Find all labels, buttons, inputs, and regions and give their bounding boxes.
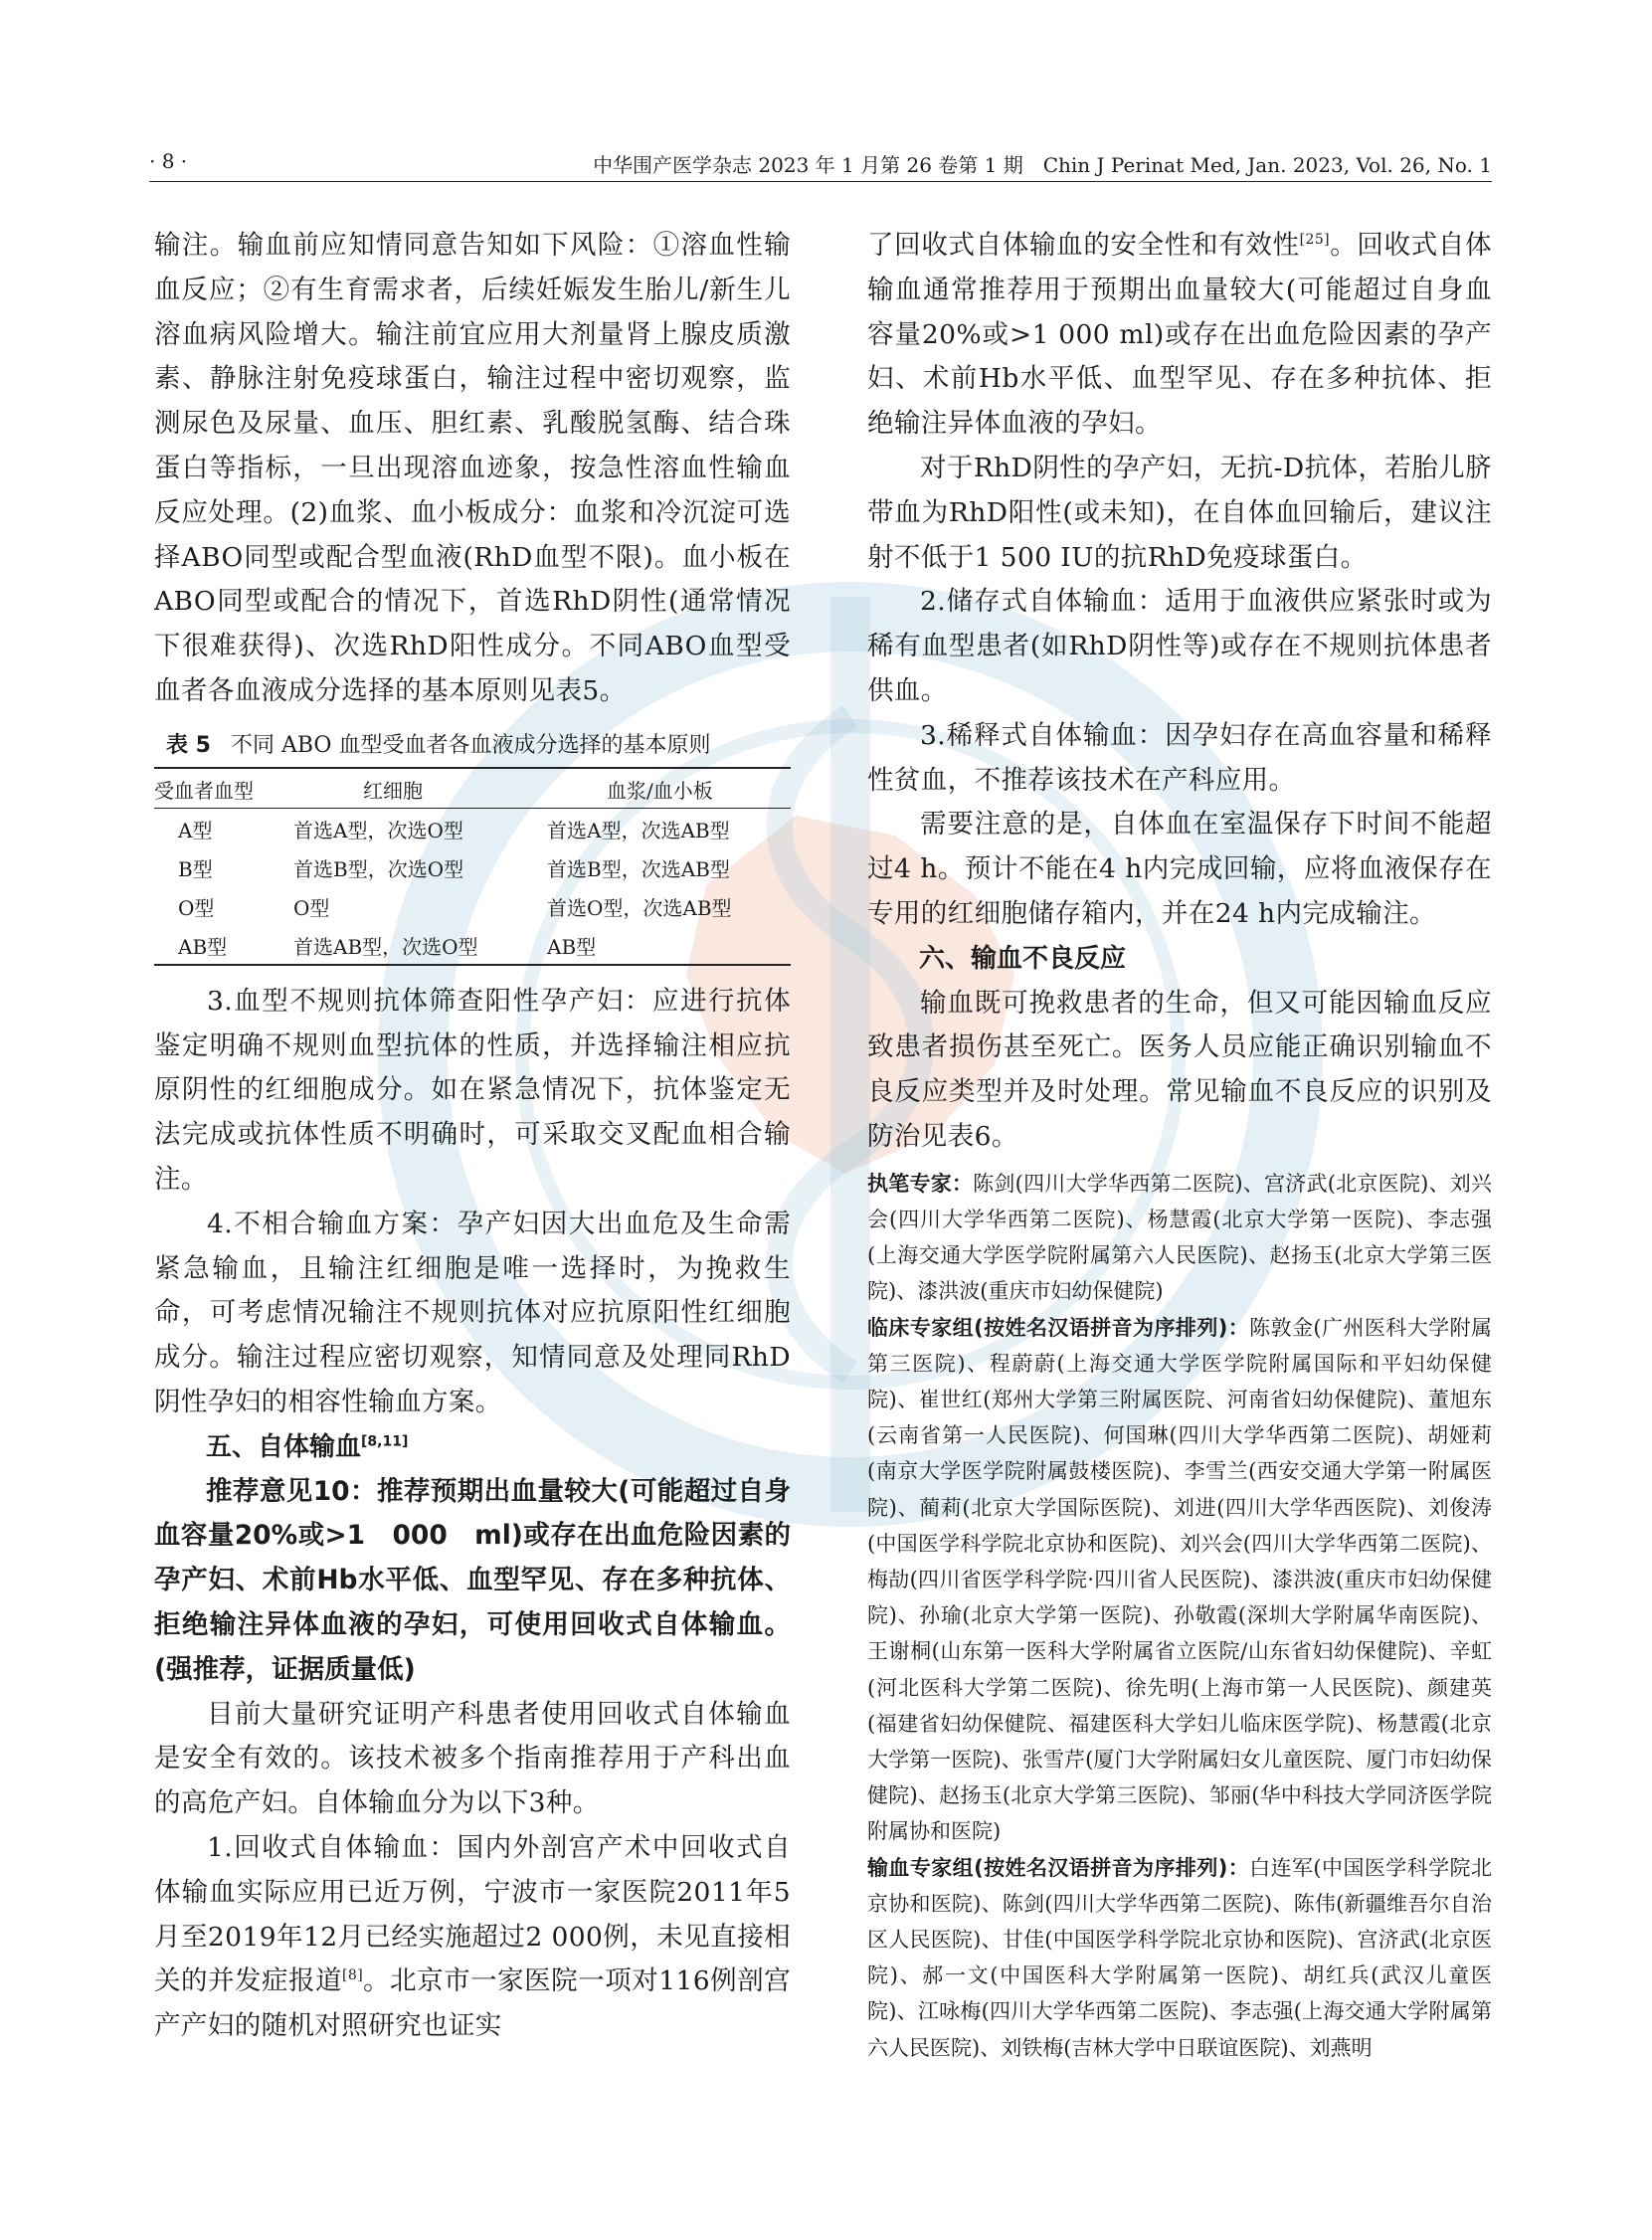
table-cell: B型 xyxy=(178,856,213,881)
table-cell: 首选B型，次选O型 xyxy=(293,856,464,881)
paragraph: 3.血型不规则抗体筛查阳性孕产妇：应进行抗体鉴定明确不规则血型抗体的性质，并选择输注相应抗原阴性的红细胞成分。如在紧急情况下，抗体鉴定无法完成或抗体性质不明确时，可采取交叉配血相合输注。 xyxy=(154,985,791,1195)
citation: [8,11] xyxy=(361,1433,409,1450)
paragraph: 输血既可挽救患者的生命，但又可能因输血反应致患者损伤甚至死亡。医务人员应能正确识别输血不良反应类型并及时处理。常见输血不良反应的识别及防治见表6。 xyxy=(867,987,1492,1152)
paragraph-text: 。回收式自体输血通常推荐用于预期出血量较大(可能超过自身血容量20%或>1 000 ml)或存在出血危险因素的孕产妇、术前Hb水平低、血型罕见、存在多种抗体、拒绝输注异体血液的孕妇。 xyxy=(867,230,1492,440)
section-heading xyxy=(154,1425,791,1470)
left-column xyxy=(154,224,791,2049)
paragraph: 3.稀释式自体输血：因孕妇存在高血容量和稀释性贫血，不推荐该技术在产科应用。 xyxy=(867,719,1492,796)
transfusion-experts-list xyxy=(867,1850,1492,2066)
transfusion-experts-label: 输血专家组(按姓名汉语拼音为序排列)： xyxy=(867,1855,1250,1880)
blood-component-table xyxy=(154,767,791,966)
table-cell: 首选A型，次选AB型 xyxy=(547,818,730,842)
transfusion-experts-names: 白连军(中国医学科学院北京协和医院)、陈剑(四川大学华西第二医院)、陈伟(新疆维吾尔自治区人民医院)、甘佳(中国医学科学院北京协和医院)、宫济武(北京医院)、郝一文(中国医科大学附属第一医院)、胡红兵(武汉儿童医院)、江咏梅(四川大学华西第二医院)、李志强(上海交通大学附属第六人民医院)、刘铁梅(吉林大学中日联谊医院)、刘燕明 xyxy=(867,1855,1492,2060)
table-row xyxy=(154,925,791,965)
table-cell: 首选A型，次选O型 xyxy=(293,818,463,842)
right-column xyxy=(867,224,1492,2066)
table-cell: 首选B型，次选AB型 xyxy=(547,856,730,881)
journal-citation: 中华围产医学杂志 2023 年 1 月第 26 卷第 1 期 Chin J Perinat Med, Jan. 2023, Vol. 26, No. 1 xyxy=(593,153,1492,177)
paragraph: 2.储存式自体输血：适用于血液供应紧张时或为稀有血型患者(如RhD阴性等)或存在不规则抗体患者供血。 xyxy=(867,586,1492,706)
table-header: 红细胞 xyxy=(293,768,547,809)
recommendation xyxy=(154,1470,791,1693)
paragraph: 目前大量研究证明产科患者使用回收式自体输血是安全有效的。该技术被多个指南推荐用于产科出血的高危产妇。自体输血分为以下3种。 xyxy=(154,1698,791,1819)
citation: [25] xyxy=(1299,232,1330,249)
section-title: 五、自体输血 xyxy=(206,1431,362,1462)
table-header-row xyxy=(154,768,791,809)
table-cell: O型 xyxy=(293,895,330,920)
table-caption xyxy=(166,728,791,759)
paragraph-text: 。北京市一家医院一项对116例剖宫产产妇的随机对照研究也证实 xyxy=(154,1965,791,2042)
table-label: 表 5 xyxy=(166,732,211,758)
paragraph: 4.不相合输血方案：孕产妇因大出血危及生命需紧急输血，且输注红细胞是唯一选择时，为挽救生命，可考虑情况输注不规则抗体对应抗原阳性红细胞成分。输注过程应密切观察，知情同意及处理同RhD阴性孕妇的相容性输血方案。 xyxy=(154,1208,791,1417)
section-heading: 六、输血不良反应 xyxy=(919,943,1127,974)
running-header xyxy=(149,149,1492,182)
paragraph: 输注。输血前应知情同意告知如下风险：①溶血性输血反应；②有生育需求者，后续妊娠发生胎儿/新生儿溶血病风险增大。输注前宜应用大剂量肾上腺皮质激素、静脉注射免疫球蛋白，输注过程中密切观察，监测尿色及尿量、血压、胆红素、乳酸脱氢酶、结合珠蛋白等指标，一旦出现溶血迹象，按急性溶血性输血反应处理。(2)血浆、血小板成分：血浆和冷沉淀可选择ABO同型或配合型血液(RhD血型不限)。血小板在ABO同型或配合的情况下，首选RhD阴性(通常情况下很难获得)、次选RhD阳性成分。不同ABO血型受血者各血液成分选择的基本原则见表5。 xyxy=(154,230,791,706)
table-title: 不同 ABO 血型受血者各血液成分选择的基本原则 xyxy=(230,732,711,758)
table-row xyxy=(154,886,791,925)
paragraph-text: 1.回收式自体输血：国内外剖宫产术中回收式自体输血实际应用已近万例，宁波市一家医院2011年5月至2019年12月已经实施超过2 000例，未见直接相关的并发症报道 xyxy=(154,1831,791,1997)
page-number: · 8 · xyxy=(149,149,188,173)
table-header: 受血者血型 xyxy=(154,768,293,809)
table-cell: AB型 xyxy=(154,925,293,965)
table-cell: AB型 xyxy=(547,925,791,965)
paragraph: 对于RhD阴性的孕产妇，无抗-D抗体，若胎儿脐带血为RhD阳性(或未知)，在自体血回输后，建议注射不低于1 500 IU的抗RhD免疫球蛋白。 xyxy=(867,452,1492,573)
table-row xyxy=(154,808,791,847)
paragraph: 需要注意的是，自体血在室温保存下时间不能超过4 h。预计不能在4 h内完成回输，应将血液保存在专用的红细胞储存箱内，并在24 h内完成输注。 xyxy=(867,809,1492,929)
clinical-experts-label: 临床专家组(按姓名汉语拼音为序排列)： xyxy=(867,1315,1250,1340)
paragraph xyxy=(867,224,1492,447)
table-cell: A型 xyxy=(178,818,213,842)
recommendation-text: 推荐意见10：推荐预期出血量较大(可能超过自身血容量20%或>1 000 ml)或存在出血危险因素的孕产妇、术前Hb水平低、血型罕见、存在多种抗体、拒绝输注异体血液的孕妇，可使用回收式自体输血。(强推荐，证据质量低) xyxy=(154,1475,791,1685)
table-header: 血浆/血小板 xyxy=(547,768,791,809)
paragraph xyxy=(154,1826,791,2049)
table-cell: O型 xyxy=(178,895,215,920)
clinical-experts-list xyxy=(867,1310,1492,1850)
writers-names: 陈剑(四川大学华西第二医院)、宫济武(北京医院)、刘兴会(四川大学华西第二医院)、杨慧霞(北京大学第一医院)、李志强(上海交通大学医学院附属第六人民医院)、赵扬玉(北京大学第三医院)、漆洪波(重庆市妇幼保健院) xyxy=(867,1171,1492,1304)
citation: [8] xyxy=(342,1967,364,1984)
table-cell: 首选AB型，次选O型 xyxy=(293,925,547,965)
paragraph-text: 了回收式自体输血的安全性和有效性 xyxy=(867,230,1300,261)
writers-list xyxy=(867,1166,1492,1310)
table-cell: 首选O型，次选AB型 xyxy=(547,895,732,920)
clinical-experts-names: 陈敦金(广州医科大学附属第三医院)、程蔚蔚(上海交通大学医学院附属国际和平妇幼保健院)、崔世红(郑州大学第三附属医院、河南省妇幼保健院)、董旭东(云南省第一人民医院)、何国琳(四川大学华西第二医院)、胡娅莉(南京大学医学院附属鼓楼医院)、李雪兰(西安交通大学第一附属医院)、蔺莉(北京大学国际医院)、刘进(四川大学华西医院)、刘俊涛(中国医学科学院北京协和医院)、刘兴会(四川大学华西第二医院)、梅劼(四川省医学科学院·四川省人民医院)、漆洪波(重庆市妇幼保健院)、孙瑜(北京大学第一医院)、孙敬霞(深圳大学附属华南医院)、王谢桐(山东第一医科大学附属省立医院/山东省妇幼保健院)、辛虹(河北医科大学第二医院)、徐先明(上海市第一人民医院)、颜建英(福建省妇幼保健院、福建医科大学妇儿临床医学院)、杨慧霞(北京大学第一医院)、张雪芹(厦门大学附属妇女儿童医院、厦门市妇幼保健院)、赵扬玉(北京大学第三医院)、邹丽(华中科技大学同济医学院附属协和医院) xyxy=(867,1315,1492,1844)
table-row xyxy=(154,847,791,886)
writers-label: 执笔专家： xyxy=(867,1171,974,1196)
